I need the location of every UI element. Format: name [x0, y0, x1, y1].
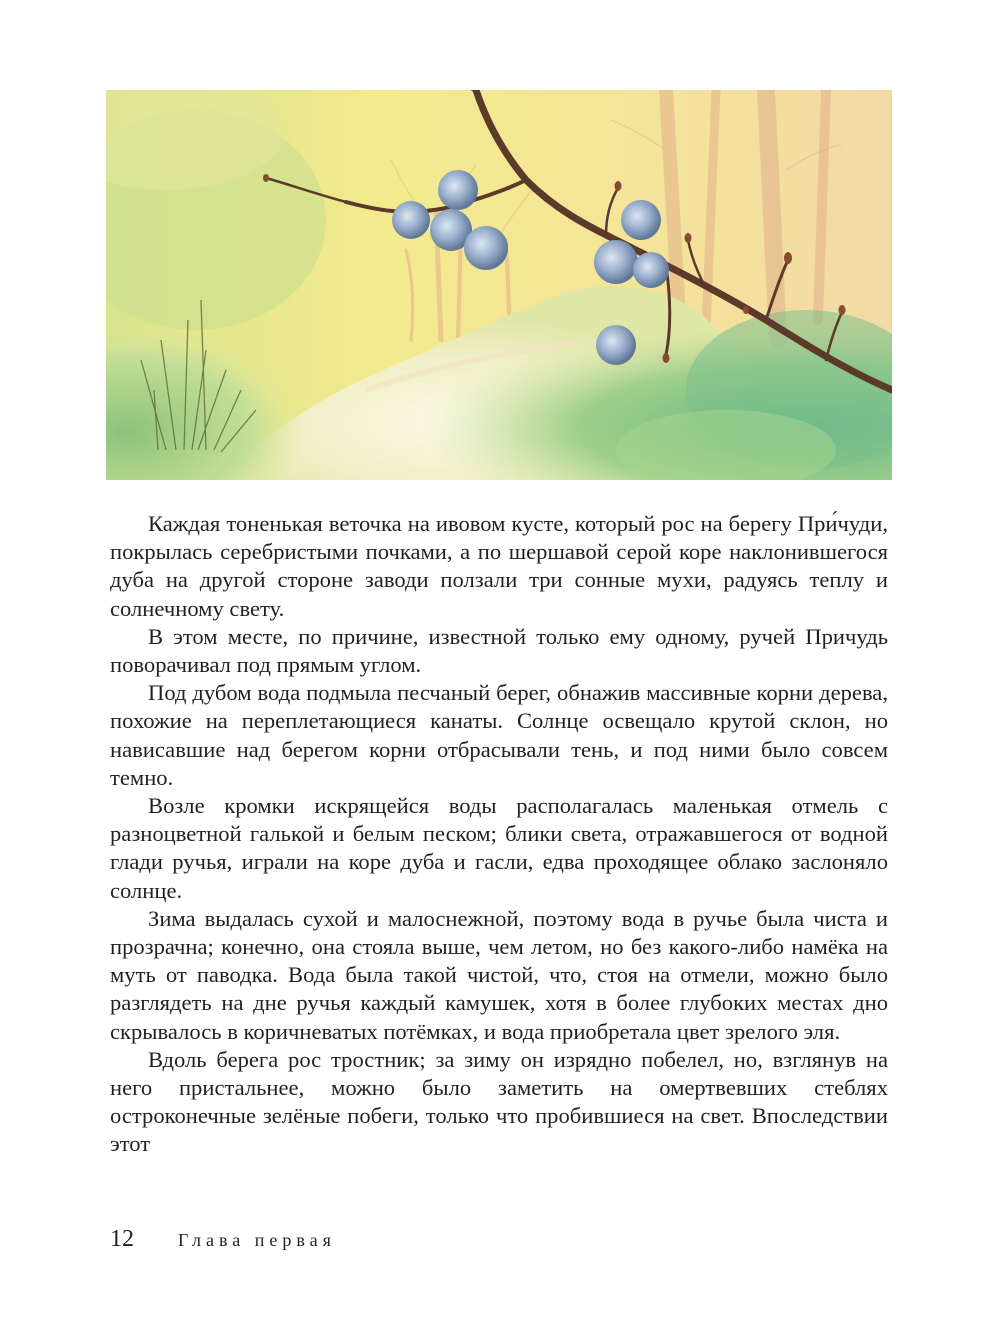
- paragraph: В этом месте, по причине, известной только ему одному, ручей Причудь поворачивал под прямым углом.: [110, 623, 888, 678]
- paragraph: Под дубом вода подмыла песчаный берег, обнажив массивные корни дерева, похожие на переплетающиеся канаты. Солнце освещало крутой склон, но нависавшие над берегом корни отбрасывали тень, и под ними было совсем темно.: [110, 680, 888, 790]
- willow-branch-painting: [106, 90, 892, 480]
- paragraph: Каждая тоненькая веточка на ивовом кусте, который рос на берегу При́чуди, покрылась серебристыми почками, а по шершавой серой коре наклонившегося дуба на другой стороне заводи ползали три сонные мухи, радуясь теплу и солнечному свету.: [110, 511, 888, 621]
- paragraph: Зима выдалась сухой и малоснежной, поэтому вода в ручье была чиста и прозрачна; конечно, она стояла выше, чем летом, но без какого-либо намёка на муть от паводка. Вода была такой чистой, что, стоя на отмели, можно было разглядеть на дне ручья каждый камушек, хотя в более глубоких местах дно скрывалось в коричневатых потёмках, и вода приобретала цвет зрелого эля.: [110, 905, 888, 1044]
- text-body: [110, 510, 888, 1159]
- illustration: [106, 90, 892, 480]
- paragraph: Вдоль берега рос тростник; за зиму он изрядно побелел, но, взглянув на него пристальнее, можно было заметить на омертвевших стеблях остроконечные зелёные побеги, только что пробившиеся на свет. Впоследствии этот: [110, 1046, 888, 1157]
- page-footer: [110, 1226, 336, 1260]
- paragraph: Возле кромки искрящейся воды располагалась маленькая отмель с разноцветной галькой и белым песком; блики света, отражавшегося от водной глади ручья, играли на коре дуба и гасли, едва проходящее облако заслоняло солнце.: [110, 793, 888, 903]
- page-number: 12: [110, 1226, 134, 1252]
- chapter-title: Глава первая: [178, 1230, 336, 1250]
